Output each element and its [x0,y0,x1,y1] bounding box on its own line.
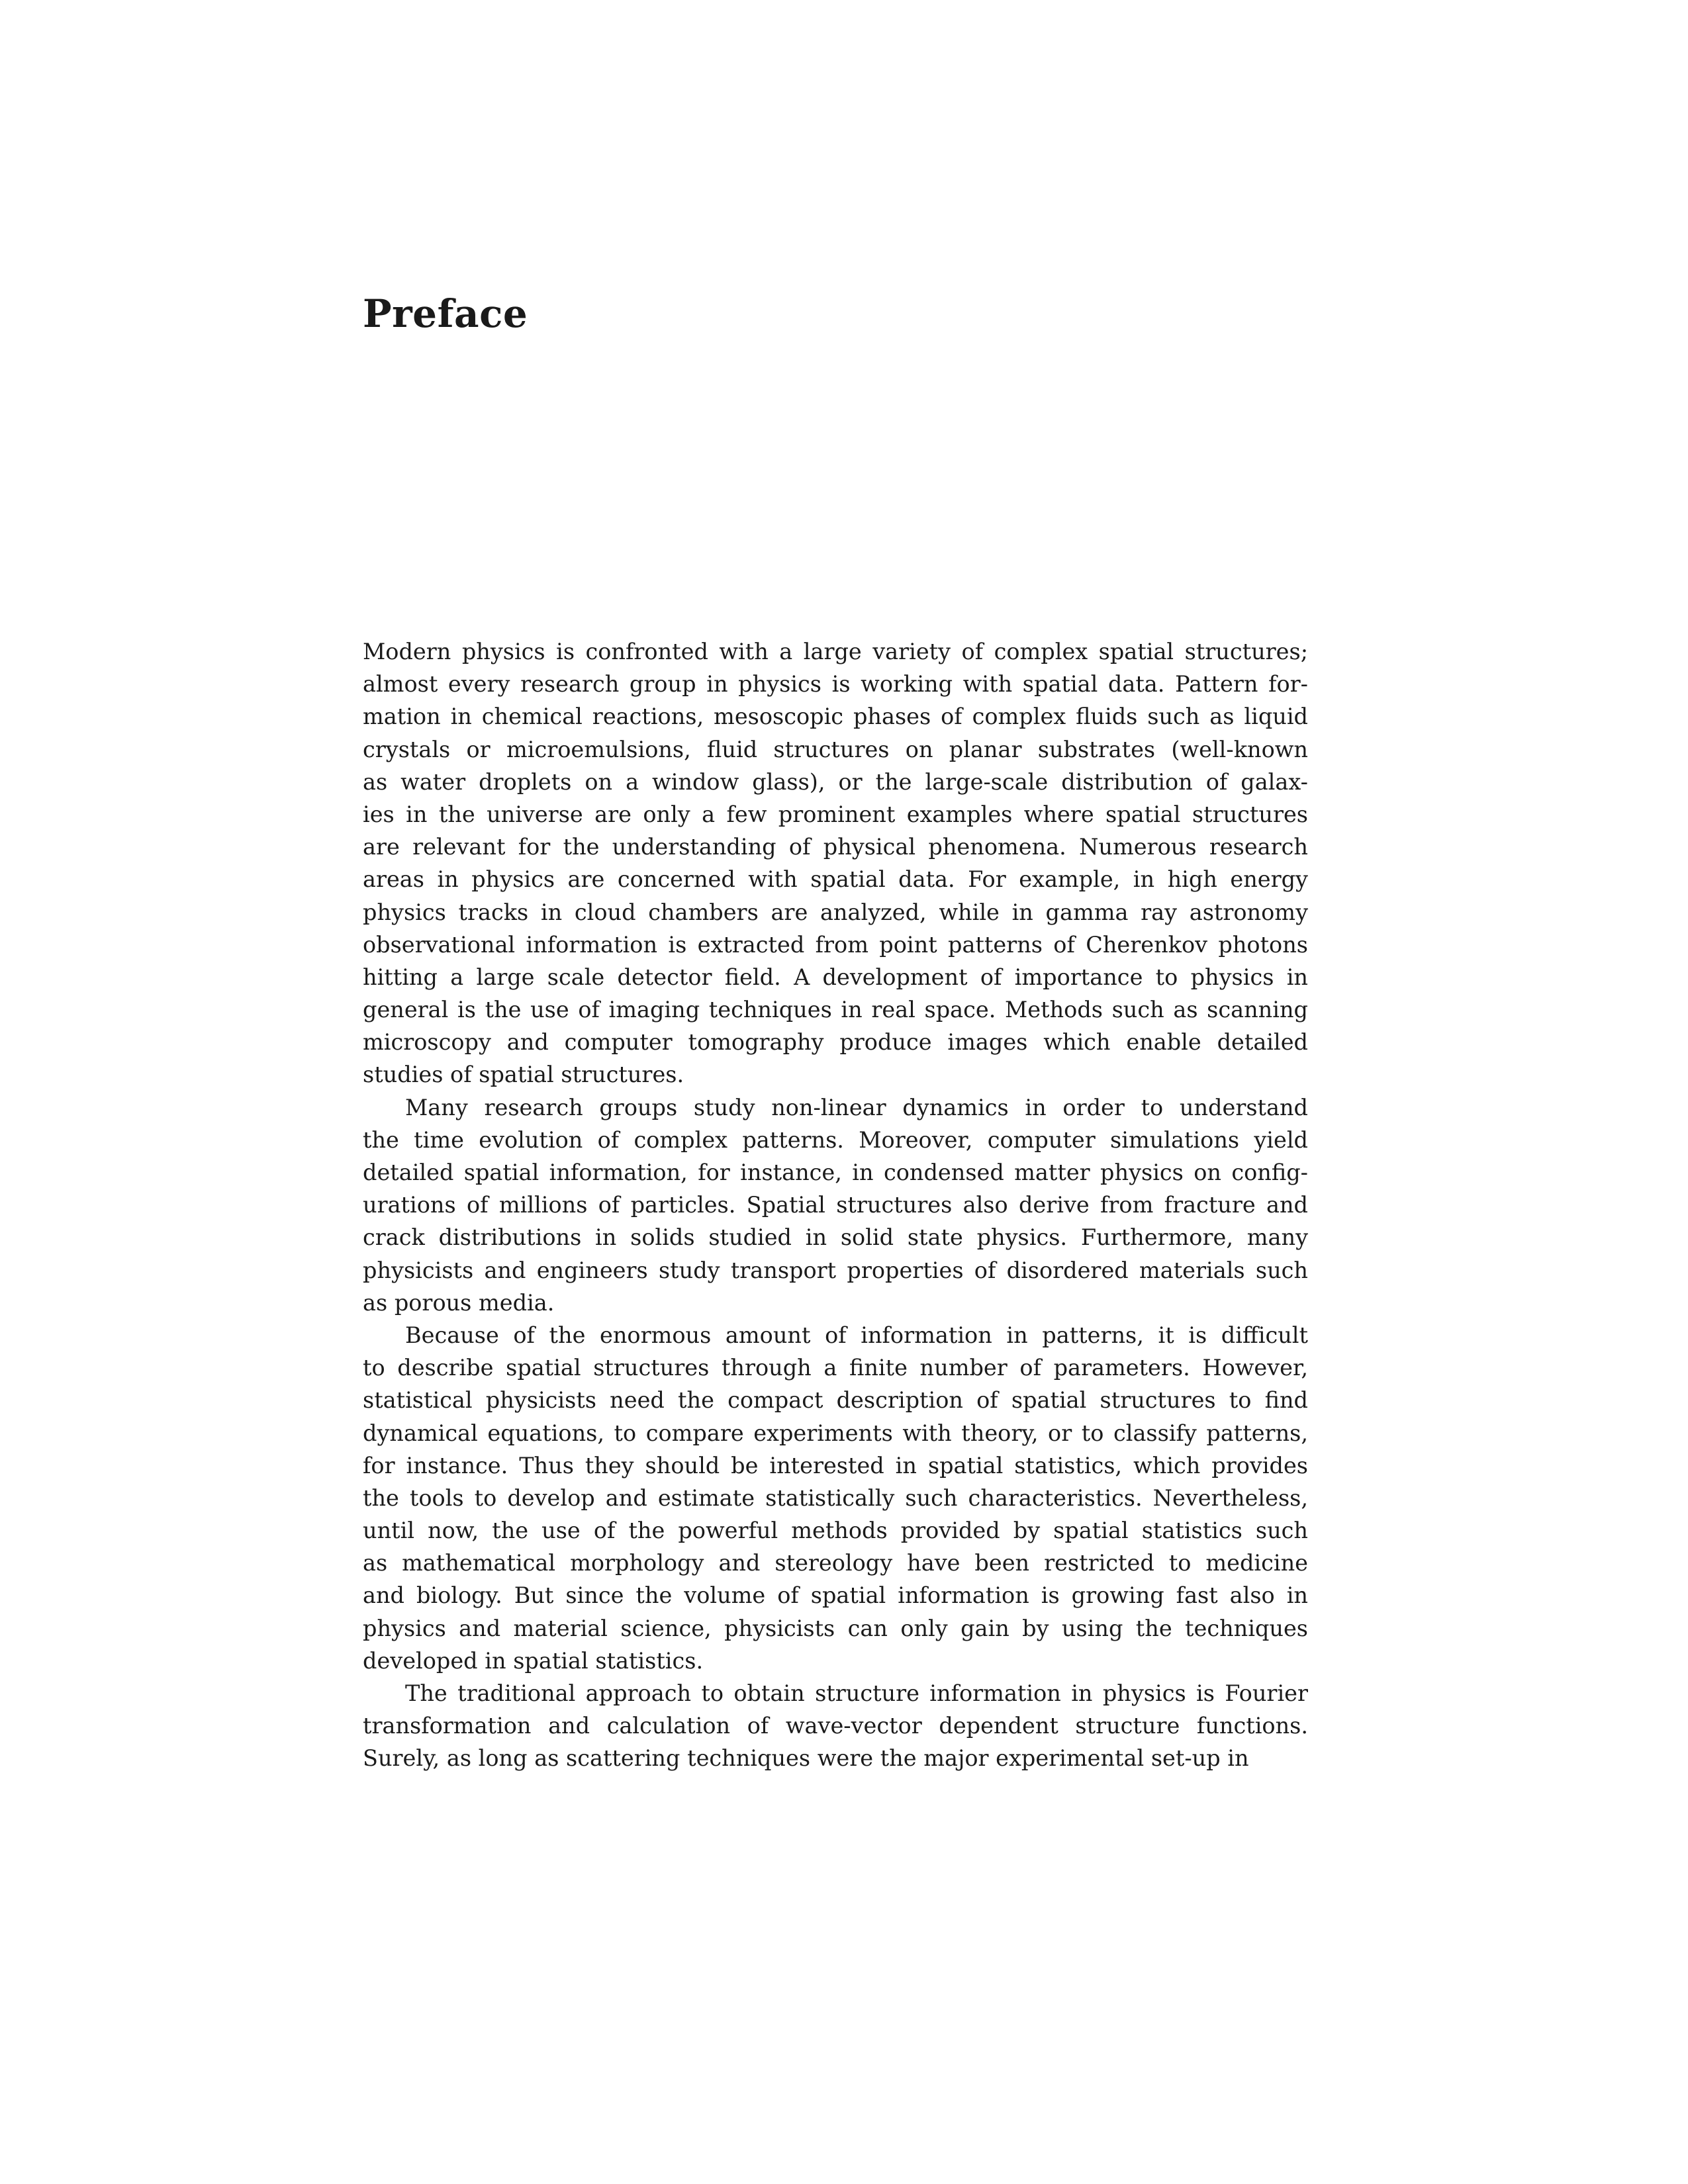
text-line: are relevant for the understanding of physical phenomena. Numerous research [363,834,1308,860]
text-line: as mathematical morphology and stereology have been restricted to medicine [363,1550,1308,1576]
text-line: observational information is extracted from point patterns of Cherenkov photons [363,931,1308,958]
paragraph [363,635,1308,1091]
text-line: the tools to develop and estimate statistically such characteristics. Nevertheless, [363,1484,1308,1511]
text-line: urations of millions of particles. Spatial structures also derive from fracture and [363,1192,1308,1218]
text-line: until now, the use of the powerful methods provided by spatial statistics such [363,1518,1308,1544]
text-line: developed in spatial statistics. [363,1647,704,1674]
text-line: dynamical equations, to compare experiments with theory, or to classify patterns, [363,1420,1308,1446]
text-line: transformation and calculation of wave-vector dependent structure functions. [363,1713,1308,1739]
text-line: general is the use of imaging techniques in real space. Methods such as scanning [363,997,1308,1023]
text-line: to describe spatial structures through a finite number of parameters. However, [363,1355,1308,1381]
text-line: the time evolution of complex patterns. Moreover, computer simulations yield [363,1126,1308,1153]
text-line: physicists and engineers study transport properties of disordered materials such [363,1257,1308,1283]
text-line: physics and material science, physicists can only gain by using the techniques [363,1615,1308,1641]
text-line: crack distributions in solids studied in solid state physics. Furthermore, many [363,1224,1308,1251]
text-line: as water droplets on a window glass), or the large-scale distribution of galax- [363,768,1308,795]
text-line: hitting a large scale detector field. A development of importance to physics in [363,964,1308,990]
text-line: physics tracks in cloud chambers are analyzed, while in gamma ray astronomy [363,899,1308,925]
paragraph [363,1677,1308,1775]
text-line: statistical physicists need the compact description of spatial structures to find [363,1387,1308,1414]
paragraph [363,1091,1308,1319]
text-line: ies in the universe are only a few prominent examples where spatial structures [363,801,1308,827]
text-line: The traditional approach to obtain structure information in physics is Fourier [405,1680,1308,1706]
text-line: crystals or microemulsions, fluid structures on planar substrates (well-known [363,736,1308,762]
text-line: mation in chemical reactions, mesoscopic phases of complex fluids such as liquid [363,704,1308,730]
text-line: Surely, as long as scattering techniques were the major experimental set-up in [363,1745,1249,1772]
paragraph [363,1319,1308,1677]
page-title: Preface [363,291,528,336]
text-line: studies of spatial structures. [363,1062,684,1088]
text-line: microscopy and computer tomography produce images which enable detailed [363,1029,1308,1056]
text-line: Many research groups study non-linear dynamics in order to understand [405,1094,1308,1120]
text-line: as porous media. [363,1289,555,1316]
text-line: for instance. Thus they should be interested in spatial statistics, which provides [363,1452,1308,1479]
text-line: and biology. But since the volume of spatial information is growing fast also in [363,1582,1308,1609]
text-line: areas in physics are concerned with spatial data. For example, in high energy [363,866,1308,893]
text-line: Because of the enormous amount of information in patterns, it is difficult [405,1322,1308,1348]
text-line: Modern physics is confronted with a large variety of complex spatial structures; [363,639,1308,664]
preface-body [363,635,1308,1775]
text-line: almost every research group in physics is working with spatial data. Pattern for- [363,671,1308,698]
text-line: detailed spatial information, for instance, in condensed matter physics on config- [363,1160,1308,1185]
